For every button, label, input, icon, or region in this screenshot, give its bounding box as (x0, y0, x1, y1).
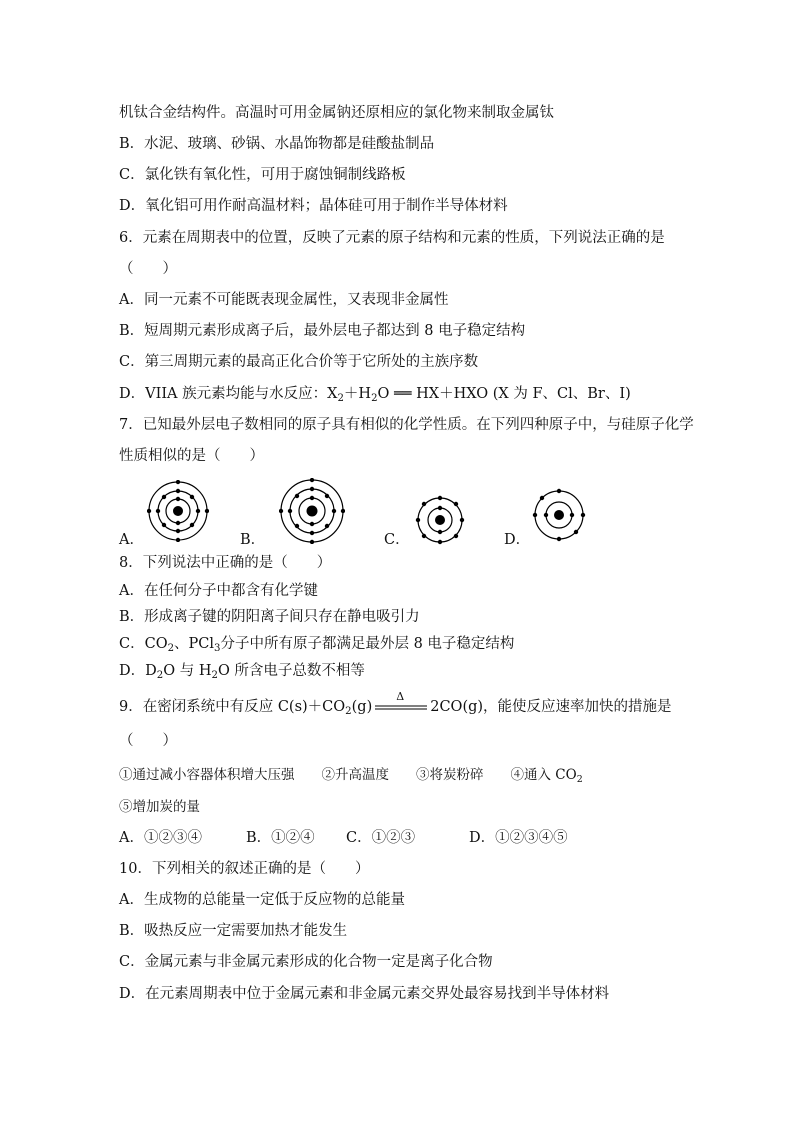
question-6-bracket: （ ） (119, 261, 177, 277)
question-9-bracket: （ ） (119, 733, 177, 749)
question-10: 10．下列相关的叙述正确的是（ ） (119, 861, 370, 877)
option-8C: C．$CO_2$、PCl$_3$分子中所有原子都满足最外层 8 电子稳定结构 (119, 636, 515, 654)
question-7: 7．已知最外层电子数相同的原子具有相似的化学性质。在下列四种原子中，与硅原子化学 (119, 417, 694, 433)
option-10A: A．生成物的总能量一定低于反应物的总能量 (119, 892, 405, 908)
atom-D-icon (532, 488, 586, 542)
option-8B: B．形成离子键的阴阳离子间只存在静电吸引力 (119, 609, 420, 625)
atom-C-icon (414, 494, 466, 546)
atom-label-B: B． (240, 532, 266, 548)
choice-9C: C．①②③ (346, 830, 416, 846)
option-8D: D．$D_2O$ 与 $H_2O$ 所含电子总数不相等 (119, 663, 365, 681)
question-6: 6．元素在周期表中的位置，反映了元素的原子结构和元素的性质，下列说法正确的是 (119, 230, 665, 246)
equilibrium-arrow-icon: Δ (396, 690, 405, 703)
question-9: 9．在密闭系统中有反应 $C(s)+CO_2(g)$ Δ 2CO(g)，能使反应速率加快的措施是 (119, 690, 672, 717)
option-8A: A．在任何分子中都含有化学键 (119, 583, 318, 599)
option-10C: C．金属元素与非金属元素形成的化合物一定是离子化合物 (119, 954, 493, 970)
atom-label-D: D． (504, 532, 531, 548)
question-8: 8．下列说法中正确的是（ ） (119, 555, 332, 571)
option-6C: C．第三周期元素的最高正化合价等于它所处的主族序数 (119, 354, 479, 370)
option-6A: A．同一元素不可能既表现金属性，又表现非金属性 (119, 292, 449, 308)
option-5B: B．水泥、玻璃、砂锅、水晶饰物都是硅酸盐制品 (119, 136, 435, 152)
option-5C: C．氯化铁有氧化性，可用于腐蚀铜制线路板 (119, 167, 406, 183)
choice-9A: A．①②③④ (119, 830, 202, 846)
option-10B: B．吸热反应一定需要加热才能发生 (119, 923, 348, 939)
question-9-option-5: ⑤增加炭的量 (119, 799, 200, 815)
atom-diagrams (0, 478, 794, 550)
option-5D: D．氧化铝可用作耐高温材料；晶体硅可用于制作半导体材料 (119, 198, 508, 214)
question-7-line-2: 性质相似的是（ ） (119, 448, 264, 464)
option-6D: D．VIIA 族元素均能与水反应：$X_2+H_2O$ ══ HX＋HXO (X 为 F、Cl、Br、I) (119, 386, 631, 404)
atom-label-A: A． (119, 532, 144, 548)
choice-9B: B．①②④ (246, 830, 315, 846)
question-9-options: ①通过减小容器体积增大压强 ②升高温度 ③将炭粉碎 ④通入 $CO_2$ (119, 767, 583, 785)
atom-B-icon (279, 478, 345, 544)
text-line-1: 机钛合金结构件。高温时可用金属钠还原相应的氯化物来制取金属钛 (119, 105, 554, 121)
option-10D: D．在元素周期表中位于金属元素和非金属元素交界处最容易找到半导体材料 (119, 986, 610, 1002)
atom-A-icon (147, 480, 209, 542)
choice-9D: D．①②③④⑤ (469, 830, 568, 846)
atom-label-C: C． (384, 532, 410, 548)
option-6B: B．短周期元素形成离子后，最外层电子都达到 8 电子稳定结构 (119, 323, 526, 339)
